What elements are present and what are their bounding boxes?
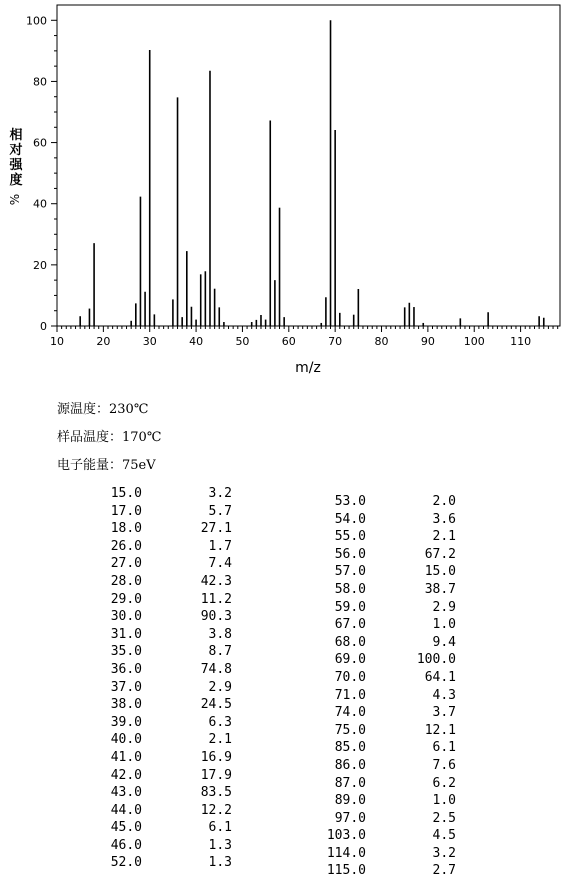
peak-table-right	[302, 493, 456, 880]
table-row	[78, 573, 232, 591]
mz-value: 52.0	[110, 855, 142, 871]
x-tick-label: 110	[510, 335, 532, 348]
x-tick-label: 30	[142, 335, 157, 348]
mz-value: 54.0	[334, 511, 366, 527]
table-row	[302, 616, 456, 634]
abundance-value: 1.0	[432, 617, 456, 633]
abundance-value: 27.1	[200, 521, 232, 537]
table-row	[302, 493, 456, 511]
abundance-value: 16.9	[200, 749, 232, 765]
mz-value: 43.0	[110, 785, 142, 801]
y-axis-unit: %	[8, 193, 23, 206]
abundance-value: 4.5	[432, 828, 456, 844]
mz-value: 87.0	[334, 775, 366, 791]
table-row	[78, 555, 232, 573]
table-row	[302, 792, 456, 810]
mz-value: 68.0	[334, 634, 366, 650]
mz-value: 103.0	[326, 828, 366, 844]
abundance-value: 11.2	[200, 591, 232, 607]
abundance-value: 12.2	[200, 802, 232, 818]
table-row	[302, 634, 456, 652]
x-tick-label: 100	[463, 335, 485, 348]
mz-value: 86.0	[334, 757, 366, 773]
abundance-value: 2.1	[208, 732, 232, 748]
table-row	[78, 538, 232, 556]
electron-energy: 电子能量：75eV	[57, 458, 156, 473]
abundance-value: 2.9	[432, 599, 456, 615]
y-axis-label-char: 强	[9, 158, 23, 173]
table-row	[302, 687, 456, 705]
mz-value: 30.0	[110, 609, 142, 625]
abundance-value: 6.1	[432, 740, 456, 756]
abundance-value: 6.2	[432, 775, 456, 791]
table-row	[302, 528, 456, 546]
y-axis-label-char: 度	[9, 173, 23, 188]
mz-value: 18.0	[110, 521, 142, 537]
table-row	[302, 810, 456, 828]
x-axis-label: m/z	[295, 360, 321, 376]
abundance-value: 12.1	[424, 722, 456, 738]
abundance-value: 2.9	[208, 679, 232, 695]
table-row	[78, 854, 232, 872]
table-row	[302, 563, 456, 581]
abundance-value: 5.7	[208, 503, 232, 519]
y-tick-label: 80	[33, 75, 47, 89]
y-axis-label-char: 对	[9, 143, 23, 158]
abundance-value: 6.3	[208, 714, 232, 730]
abundance-value: 64.1	[424, 669, 456, 685]
table-row	[78, 643, 232, 661]
mz-value: 38.0	[110, 697, 142, 713]
table-row	[78, 819, 232, 837]
mz-value: 46.0	[110, 837, 142, 853]
x-tick-label: 40	[189, 335, 204, 348]
y-tick-label: 20	[33, 258, 47, 272]
table-row	[302, 599, 456, 617]
table-row	[302, 669, 456, 687]
table-row	[78, 749, 232, 767]
table-row	[78, 679, 232, 697]
abundance-value: 100.0	[416, 652, 456, 668]
mz-value: 26.0	[110, 538, 142, 554]
table-row	[78, 767, 232, 785]
x-tick-label: 90	[420, 335, 435, 348]
mz-value: 58.0	[334, 581, 366, 597]
table-row	[78, 520, 232, 538]
abundance-value: 1.3	[208, 855, 232, 871]
table-row	[302, 704, 456, 722]
table-row	[302, 651, 456, 669]
mz-value: 31.0	[110, 626, 142, 642]
mz-value: 45.0	[110, 820, 142, 836]
abundance-value: 3.7	[432, 705, 456, 721]
mz-value: 70.0	[334, 669, 366, 685]
abundance-value: 3.8	[208, 626, 232, 642]
mass-spectrum-chart	[0, 0, 570, 380]
mz-value: 36.0	[110, 661, 142, 677]
table-row	[302, 581, 456, 599]
table-row	[78, 837, 232, 855]
x-tick-label: 80	[374, 335, 389, 348]
mz-value: 75.0	[334, 722, 366, 738]
abundance-value: 2.0	[432, 494, 456, 509]
abundance-value: 90.3	[200, 609, 232, 625]
mz-value: 57.0	[334, 564, 366, 580]
x-tick-label: 60	[281, 335, 296, 348]
y-tick-label: 60	[33, 136, 47, 150]
table-row	[78, 591, 232, 609]
abundance-value: 24.5	[200, 697, 232, 713]
abundance-value: 42.3	[200, 573, 232, 589]
mz-value: 69.0	[334, 652, 366, 668]
mz-value: 17.0	[110, 503, 142, 519]
table-row	[78, 731, 232, 749]
table-row	[78, 661, 232, 679]
x-tick-label: 20	[96, 335, 111, 348]
mz-value: 59.0	[334, 599, 366, 615]
abundance-value: 1.7	[208, 538, 232, 554]
abundance-value: 3.6	[432, 511, 456, 527]
spectrum-peaks	[80, 20, 544, 326]
mz-value: 35.0	[110, 644, 142, 660]
x-tick-label: 50	[235, 335, 250, 348]
abundance-value: 83.5	[200, 785, 232, 801]
table-row	[78, 485, 232, 503]
sample-temperature: 样品温度：170℃	[57, 430, 162, 445]
mz-value: 55.0	[334, 529, 366, 545]
abundance-value: 2.1	[432, 529, 456, 545]
table-row	[302, 722, 456, 740]
mz-value: 41.0	[110, 749, 142, 765]
y-axis-label-char: 相	[9, 128, 23, 143]
abundance-value: 7.4	[208, 556, 232, 572]
table-row	[78, 802, 232, 820]
abundance-value: 8.7	[208, 644, 232, 660]
table-row	[78, 714, 232, 732]
plot-frame	[57, 5, 560, 326]
abundance-value: 74.8	[200, 661, 232, 677]
mz-value: 37.0	[110, 679, 142, 695]
mz-value: 74.0	[334, 705, 366, 721]
y-tick-label: 100	[26, 14, 47, 28]
peak-table-left	[78, 485, 232, 872]
abundance-value: 1.0	[432, 793, 456, 809]
table-row	[302, 757, 456, 775]
table-row	[302, 546, 456, 564]
table-row	[302, 845, 456, 863]
y-tick-label: 0	[40, 320, 47, 333]
table-row	[302, 827, 456, 845]
mz-value: 115.0	[326, 863, 366, 879]
y-tick-label: 40	[33, 197, 47, 211]
mz-value: 114.0	[326, 845, 366, 861]
abundance-value: 1.3	[208, 837, 232, 853]
mz-value: 42.0	[110, 767, 142, 783]
mz-value: 71.0	[334, 687, 366, 703]
mz-value: 67.0	[334, 617, 366, 633]
mz-value: 39.0	[110, 714, 142, 730]
abundance-value: 3.2	[208, 486, 232, 501]
mz-value: 85.0	[334, 740, 366, 756]
abundance-value: 67.2	[424, 546, 456, 562]
table-row	[78, 784, 232, 802]
y-axis-label	[6, 128, 26, 207]
mz-value: 27.0	[110, 556, 142, 572]
abundance-value: 4.3	[432, 687, 456, 703]
abundance-value: 2.7	[432, 863, 456, 879]
table-row	[302, 775, 456, 793]
mz-value: 56.0	[334, 546, 366, 562]
abundance-value: 6.1	[208, 820, 232, 836]
table-row	[78, 503, 232, 521]
abundance-value: 2.5	[432, 810, 456, 826]
table-row	[302, 511, 456, 529]
abundance-value: 7.6	[432, 757, 456, 773]
mz-value: 97.0	[334, 810, 366, 826]
abundance-value: 38.7	[424, 581, 456, 597]
abundance-value: 15.0	[424, 564, 456, 580]
abundance-value: 3.2	[432, 845, 456, 861]
table-row	[302, 739, 456, 757]
mz-value: 89.0	[334, 793, 366, 809]
abundance-value: 9.4	[432, 634, 456, 650]
source-temperature: 源温度：230℃	[57, 402, 149, 417]
table-row	[78, 626, 232, 644]
x-tick-label: 10	[50, 335, 64, 348]
mz-value: 28.0	[110, 573, 142, 589]
table-row	[78, 608, 232, 626]
mz-value: 53.0	[334, 494, 366, 509]
axis-ticks	[26, 14, 558, 348]
mz-value: 29.0	[110, 591, 142, 607]
mz-value: 44.0	[110, 802, 142, 818]
x-tick-label: 70	[328, 335, 343, 348]
mz-value: 40.0	[110, 732, 142, 748]
table-row	[78, 696, 232, 714]
table-row	[302, 862, 456, 880]
abundance-value: 17.9	[200, 767, 232, 783]
mz-value: 15.0	[110, 486, 142, 501]
